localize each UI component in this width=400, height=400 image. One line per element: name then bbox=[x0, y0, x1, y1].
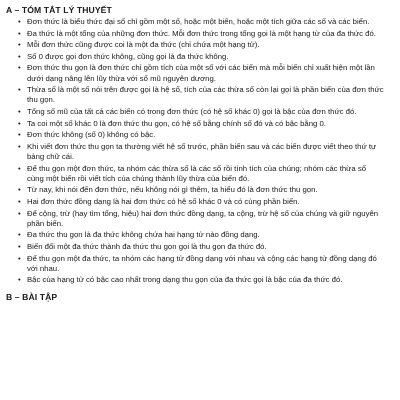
bullet-icon: • bbox=[18, 185, 21, 195]
theory-bullet-text: Hai đơn thức đồng dạng là hai đơn thức có hệ số khác 0 và có cùng phần biến. bbox=[27, 196, 300, 206]
section-b-title: B – BÀI TẬP bbox=[6, 291, 58, 302]
theory-bullet-item bbox=[18, 253, 384, 274]
theory-bullet-text: Mỗi đơn thức cũng được coi là một đa thức (chỉ chứa một hạng tử). bbox=[27, 40, 260, 50]
theory-bullet-item bbox=[18, 130, 384, 140]
theory-bullet-item bbox=[18, 241, 384, 252]
theory-bullet-text: Để thu gọn một đa thức, ta nhóm các hạng tử đồng dạng với nhau và cộng các hạng tử đồng dạng đó với nhau. bbox=[27, 253, 377, 273]
bullet-icon: • bbox=[18, 141, 21, 151]
bullet-icon: • bbox=[18, 275, 21, 285]
theory-bullet-text: Đa thức là một tổng của những đơn thức. Mỗi đơn thức trong tổng gọi là một hạng tử của đa thức đó. bbox=[27, 28, 376, 38]
theory-bullet-text: Bậc của hạng tử có bậc cao nhất trong dạng thu gọn của đa thức gọi là bậc của đa thức đó. bbox=[27, 275, 343, 285]
theory-bullet-item bbox=[18, 85, 384, 105]
bullet-icon: • bbox=[18, 118, 21, 128]
theory-bullet-item bbox=[18, 196, 384, 207]
theory-bullet-item bbox=[18, 208, 384, 229]
bullet-icon: • bbox=[18, 17, 21, 26]
section-a-title: A – TÓM TẮT LÝ THUYẾT bbox=[6, 5, 112, 15]
theory-bullet-text: Đa thức thu gọn là đa thức không chứa hai hạng tử nào đồng dạng. bbox=[27, 230, 260, 240]
theory-bullet-item bbox=[18, 40, 384, 50]
theory-bullet-text: Số 0 được gọi đơn thức không, cũng gọi là đa thức không. bbox=[27, 51, 229, 61]
theory-bullet-list bbox=[6, 17, 384, 286]
bullet-icon: • bbox=[18, 253, 21, 263]
bullet-icon: • bbox=[18, 51, 21, 61]
bullet-icon: • bbox=[18, 130, 21, 140]
bullet-icon: • bbox=[18, 208, 21, 218]
theory-bullet-item bbox=[18, 106, 384, 117]
theory-bullet-text: Để cộng, trừ (hay tìm tổng, hiệu) hai đơn thức đồng dạng, ta cộng, trừ hệ số của chúng và giữ nguyên phần biến. bbox=[27, 208, 379, 228]
theory-bullet-text: Tổng số mũ của tất cả các biến có trong đơn thức (có hệ số khác 0) gọi là bậc của đơn thức đó. bbox=[27, 106, 357, 116]
theory-bullet-item bbox=[18, 28, 384, 39]
theory-bullet-item bbox=[18, 163, 384, 184]
bullet-icon: • bbox=[18, 230, 21, 240]
bullet-icon: • bbox=[18, 40, 21, 50]
bullet-icon: • bbox=[18, 241, 21, 251]
theory-bullet-item bbox=[18, 118, 384, 129]
theory-bullet-item bbox=[18, 63, 384, 83]
bullet-icon: • bbox=[18, 85, 21, 95]
theory-bullet-item bbox=[18, 141, 384, 162]
theory-bullet-text: Đơn thức không (số 0) không có bậc. bbox=[27, 130, 156, 140]
theory-bullet-text: Đơn thức là biểu thức đại số chỉ gồm một số, hoặc một biến, hoặc một tích giữa các số và các biến. bbox=[27, 17, 370, 26]
theory-bullet-item bbox=[18, 185, 384, 195]
theory-bullet-item bbox=[18, 230, 384, 240]
theory-bullet-text: Khi viết đơn thức thu gọn ta thường viết hệ số trước, phần biến sau và các biến được viết theo thứ tự bảng chữ cái. bbox=[27, 141, 377, 161]
bullet-icon: • bbox=[18, 196, 21, 206]
theory-bullet-text: Biến đổi một đa thức thành đa thức thu gọn gọi là thu gọn đa thức đó. bbox=[27, 241, 267, 251]
bullet-icon: • bbox=[18, 63, 21, 73]
bullet-icon: • bbox=[18, 28, 21, 38]
theory-bullet-text: Đơn thức thu gọn là đơn thức chỉ gồm tích của một số với các biến mà mỗi biến chỉ xuất hiện một lần dưới dạng nâng lên lũy thừa với số mũ nguyên dương. bbox=[27, 63, 375, 83]
theory-bullet-text: Thừa số là một số nói trên được gọi là hệ số, tích của các thừa số còn lại gọi là phần biến của đơn thức thu gọn. bbox=[27, 85, 384, 105]
theory-bullet-text: Ta coi một số khác 0 là đơn thức thu gọn, có hệ số bằng chính số đó và có bậc bằng 0. bbox=[27, 118, 326, 128]
bullet-icon: • bbox=[18, 106, 21, 116]
bullet-icon: • bbox=[18, 163, 21, 173]
theory-bullet-item bbox=[18, 17, 384, 27]
theory-bullet-item bbox=[18, 275, 384, 285]
theory-bullet-item bbox=[18, 51, 384, 62]
theory-bullet-text: Để thu gọn một đơn thức, ta nhóm các thừa số là các số rồi tính tích của chúng; nhóm các thừa số cùng một biến rồi viết tích của chúng thành lũy thừa của biến đó. bbox=[27, 163, 367, 183]
theory-bullet-text: Từ nay, khi nói đến đơn thức, nếu không nói gì thêm, ta hiểu đó là đơn thức thu gọn. bbox=[27, 185, 318, 195]
